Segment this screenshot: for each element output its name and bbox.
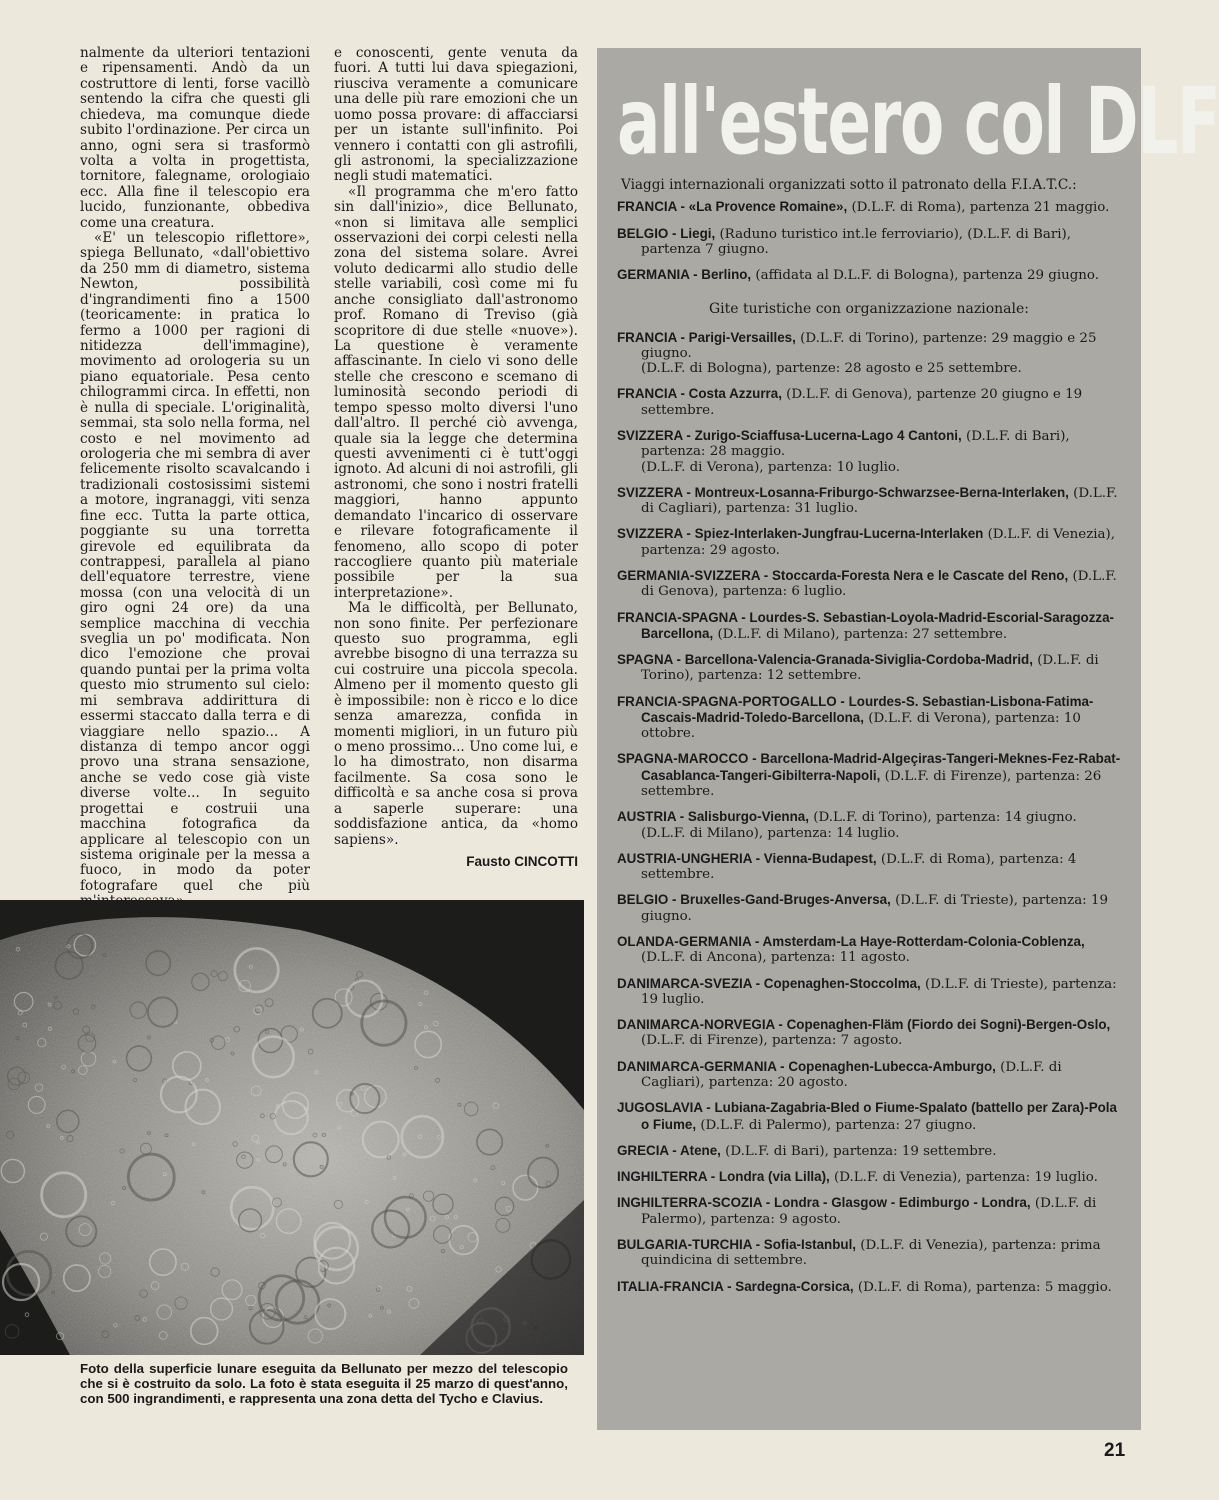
- trip-details: (D.L.F. di Venezia), partenza: 29 agosto.: [641, 527, 1116, 558]
- trip-details: (D.L.F. di Firenze), partenza: 26 settembre.: [641, 768, 1102, 800]
- trip-destination: GRECIA - Atene,: [617, 1142, 721, 1158]
- trip-entry: [617, 199, 1121, 215]
- trip-details: (D.L.F. di Roma), partenza: 4 settembre.: [641, 851, 1077, 883]
- trip-details: (D.L.F. di Trieste), partenza: 19 giugno.: [641, 893, 1108, 924]
- trip-destination: GERMANIA - Berlino,: [617, 267, 752, 283]
- trip-destination: BULGARIA-TURCHIA - Sofia-Istanbul,: [617, 1236, 857, 1252]
- trip-details: (D.L.F. di Verona), partenza: 10 ottobre.: [641, 710, 1081, 742]
- trip-entry: [617, 694, 1121, 742]
- trip-entry: [617, 1279, 1121, 1295]
- sidebar-title: all'estero col DLF: [617, 68, 1219, 175]
- trip-destination: SVIZZERA - Montreux-Losanna-Friburgo-Schwarzsee-Berna-Interlaken,: [617, 484, 1069, 500]
- article-paragraph: nalmente da ulteriori tentazioni e ripensamenti. Andò da un costruttore di lenti, forse vacillò sentendo la cifra che questi gli chiedeva, ma comunque diede subito l'ordinazione. Per circa un anno, ogni sera si trasformò volta a volta in progettista, tornitore, falegname, orologiaio ecc. Alla fine il telescopio era lucido, funzionante, obbediva come una creatura.: [80, 45, 310, 231]
- photo-caption: Foto della superficie lunare eseguita da Bellunato per mezzo del telescopio che si è costruito da solo. La foto è stata eseguita il 25 marzo di quest'anno, con 500 ingrandimenti, e rappresenta una zona detta del Tycho e Clavius.: [80, 1361, 568, 1406]
- trip-details: (D.L.F. di Genova), partenza: 6 luglio.: [641, 568, 1117, 600]
- trip-destination: DANIMARCA-SVEZIA - Copenaghen-Stoccolma,: [617, 975, 921, 991]
- trip-entry: [617, 1237, 1121, 1269]
- trip-entry: [617, 485, 1121, 517]
- author-signature: Fausto CINCOTTI: [466, 853, 578, 869]
- trip-details: (Raduno turistico int.le ferroviario), (D.L.F. di Bari), partenza 7 giugno.: [641, 226, 1072, 258]
- trip-destination: JUGOSLAVIA - Lubiana-Zagabria-Bled o Fiume-Spalato (battello per Zara)-Pola o Fiume,: [617, 1100, 1117, 1132]
- trip-destination: SPAGNA-MAROCCO - Barcellona-Madrid-Algeçiras-Tangeri-Meknes-Fez-Rabat-Casablanca-Tangeri-Gibilterra-Napoli,: [617, 751, 1121, 783]
- trip-extra-departure: (D.L.F. di Milano), partenza: 14 luglio.: [641, 825, 900, 841]
- article-column-1: [80, 46, 310, 987]
- trip-entry: [617, 526, 1121, 558]
- trip-destination: BELGIO - Liegi,: [617, 225, 716, 241]
- trip-details: (D.L.F. di Venezia), partenza: 19 luglio.: [829, 1170, 1098, 1186]
- article-paragraph: «Il programma che m'ero fatto sin dall'inizio», dice Bellunato, «non si limitava alle semplici osservazioni dei corpi celesti nella zona del sistema solare. Avrei voluto dedicarmi allo studio delle stelle variabili, così come mi fu anche consigliato dall'astronomo prof. Romano di Treviso (già scopritore di due stelle «nuove»). La questione è veramente affascinante. In cielo vi sono delle stelle che crescono e scemano di luminosità secondo periodi di tempo spesso molto diversi l'uno dall'altro. Il perché ciò avvenga, quale sia la legge che determina questi avvenimenti ci è tutt'oggi ignoto. Ad alcuni di noi astrofili, gli astronomi, che sono i nostri fratelli maggiori, hanno appunto demandato l'incarico di osservare e rilevare fotograficamente il fenomeno, allo scopo di poter raccogliere quanto più materiale possibile per la sua interpretazione».: [334, 183, 578, 601]
- trip-destination: SVIZZERA - Spiez-Interlaken-Jungfrau-Lucerna-Interlaken: [617, 526, 984, 542]
- trip-entry: [617, 1195, 1121, 1227]
- trip-destination: SVIZZERA - Zurigo-Sciaffusa-Lucerna-Lago 4 Cantoni,: [617, 427, 962, 443]
- trip-destination: FRANCIA-SPAGNA-PORTOGALLO - Lourdes-S. Sebastian-Lisbona-Fatima-Cascais-Madrid-Toledo-Barcellona,: [617, 693, 1094, 725]
- trip-destination: AUSTRIA-UNGHERIA - Vienna-Budapest,: [617, 850, 877, 866]
- trip-entry: [617, 1017, 1121, 1049]
- article-column-2: [334, 46, 578, 869]
- trip-destination: FRANCIA - «La Provence Romaine»,: [617, 199, 848, 215]
- trip-entry: [617, 428, 1121, 475]
- trip-entry: [617, 386, 1121, 418]
- trip-entry: [617, 1143, 1121, 1159]
- trip-entry: [617, 652, 1121, 684]
- trip-extra-departure: (D.L.F. di Bologna), partenze: 28 agosto e 25 settembre.: [641, 361, 1022, 377]
- trip-entry: [617, 226, 1121, 258]
- trip-details: (D.L.F. di Bari), partenza: 19 settembre.: [720, 1143, 997, 1159]
- trip-destination: FRANCIA - Parigi-Versailles,: [617, 329, 796, 345]
- trip-entry: [617, 1169, 1121, 1185]
- trip-details: (D.L.F. di Palermo), partenza: 27 giugno.: [696, 1117, 977, 1133]
- trip-destination: GERMANIA-SVIZZERA - Stoccarda-Foresta Nera e le Cascate del Reno,: [617, 567, 1069, 583]
- trip-destination: OLANDA-GERMANIA - Amsterdam-La Haye-Rotterdam-Colonia-Coblenza,: [617, 934, 1085, 949]
- trip-details: (D.L.F. di Torino), partenze: 29 maggio e 25 giugno.: [641, 330, 1097, 361]
- moon-surface-photo: [0, 900, 584, 1355]
- trip-entry: [617, 568, 1121, 600]
- trip-entry: [617, 851, 1121, 883]
- trip-entry: [617, 1059, 1121, 1091]
- trip-details: (D.L.F. di Genova), partenze 20 giugno e 19 settembre.: [641, 387, 1083, 418]
- travel-sidebar: [597, 48, 1219, 1430]
- trip-entry: [617, 976, 1121, 1008]
- trip-details: (D.L.F. di Torino), partenza: 12 settembre.: [641, 653, 1099, 684]
- trip-destination: DANIMARCA-GERMANIA - Copenaghen-Lubecca-Amburgo,: [617, 1058, 996, 1074]
- trip-details: (affidata al D.L.F. di Bologna), partenza 29 giugno.: [751, 268, 1100, 284]
- trip-details: (D.L.F. di Ancona), partenza: 11 agosto.: [641, 950, 910, 966]
- article-paragraph: «E' un telescopio riflettore», spiega Bellunato, «dall'obiettivo da 250 mm di diametro, sistema Newton, possibilità d'ingrandimenti fino a 1500 (teoricamente: in pratica lo fermo a 1000 per ragioni di nitidezza dell'immagine), movimento ad orologeria su un piano equatoriale. Pesa cento chilogrammi circa. In effetti, non è nulla di speciale. L'originalità, semmai, sta solo nella forma, nel costo e nel movimento ad orologeria che mi sembra di aver felicemente risolto scavalcando i tradizionali costosissimi sistemi a motore, ingranaggi, viti senza fine ecc. Tutta la parte ottica, poggiante su una torretta girevole ed equilibrata da contrappesi, parallela al piano dell'equatore terrestre, viene mossa (con una velocità di un giro ogni 24 ore) da una semplice macchina di vecchia sveglia un po' modificata. Non dico l'emozione che provai quando puntai per la prima volta questo mio strumento sul cielo: mi sembrava addirittura di essermi staccato dalla terra e di viaggiare nello spazio... A distanza di tempo ancor oggi provo una strana sensazione, anche se vedo cose già viste diverse volte... In seguito progettai e costruii una macchina fotografica da applicare al telescopio con un sistema originale per la messa a fuoco, in modo da poter fotografare quel che più: [80, 230, 310, 894]
- trip-details: (D.L.F. di Cagliari), partenza: 31 luglio.: [641, 485, 1118, 517]
- trip-entry: [617, 934, 1121, 966]
- trip-entry: [617, 1100, 1121, 1133]
- sidebar-body: [617, 178, 1121, 1305]
- trip-destination: AUSTRIA - Salisburgo-Vienna,: [617, 809, 809, 825]
- article-paragraph: Ma le difficoltà, per Bellunato, non sono finite. Per perfezionare questo suo programma, egli avrebbe bisogno di una terrazza su cui costruire una piccola specola. Almeno per il momento questo gli è impossibile: non è ricco e lo dice senza amarezza, confida in momenti migliori, in un futuro più o meno prossimo... Uno come lui, e lo ha dimostrato, non disarma facilmente. Sa cosa sono le difficoltà e sa anche cosa si prova a saperle superare: una soddisfazione antica, da «homo sapiens».: [334, 600, 578, 848]
- trip-entry: [617, 892, 1121, 924]
- trip-entry: [617, 330, 1121, 377]
- trip-details: (D.L.F. di Firenze), partenza: 7 agosto.: [641, 1033, 903, 1049]
- trip-destination: ITALIA-FRANCIA - Sardegna-Corsica,: [617, 1278, 854, 1294]
- national-trips: [617, 330, 1121, 1295]
- trip-details: (D.L.F. di Roma), partenza: 5 maggio.: [853, 1279, 1112, 1295]
- moon-photo-image: [0, 900, 584, 1355]
- trip-destination: DANIMARCA-NORVEGIA - Copenaghen-Fläm (Fiordo dei Sogni)-Bergen-Oslo,: [617, 1017, 1111, 1033]
- trip-details: (D.L.F. di Milano), partenza: 27 settembre.: [713, 626, 1008, 642]
- page-number: 21: [1104, 1440, 1126, 1461]
- trip-details: (D.L.F. di Bari), partenza: 28 maggio.: [641, 428, 1070, 460]
- trip-details: (D.L.F. di Venezia), partenza: prima quindicina di settembre.: [641, 1237, 1101, 1269]
- trip-details: (D.L.F. di Cagliari), partenza: 20 agosto.: [641, 1059, 1062, 1090]
- trip-destination: SPAGNA - Barcellona-Valencia-Granada-Siviglia-Cordoba-Madrid,: [617, 652, 1033, 668]
- trip-details: (D.L.F. di Roma), partenza 21 maggio.: [847, 200, 1110, 216]
- trip-entry: [617, 751, 1121, 799]
- trip-destination: INGHILTERRA - Londra (via Lilla),: [617, 1169, 830, 1185]
- trip-entry: [617, 610, 1121, 643]
- trip-extra-departure: (D.L.F. di Verona), partenza: 10 luglio.: [641, 459, 901, 475]
- sidebar-intro: Viaggi internazionali organizzati sotto il patronato della F.I.A.T.C.:: [621, 177, 1077, 193]
- international-trips: [617, 199, 1121, 283]
- national-section-heading: Gite turistiche con organizzazione nazionale:: [709, 300, 1029, 317]
- trip-details: (D.L.F. di Palermo), partenza: 9 agosto.: [641, 1196, 1097, 1227]
- trip-destination: FRANCIA-SPAGNA - Lourdes-S. Sebastian-Loyola-Madrid-Escorial-Saragozza-Barcellona,: [617, 609, 1115, 641]
- trip-destination: INGHILTERRA-SCOZIA - Londra - Glasgow - Edimburgo - Londra,: [617, 1195, 1031, 1211]
- trip-details: (D.L.F. di Trieste), partenza: 19 luglio.: [641, 976, 1117, 1007]
- trip-destination: FRANCIA - Costa Azzurra,: [617, 386, 782, 402]
- trip-details: (D.L.F. di Torino), partenza: 14 giugno.: [808, 810, 1077, 826]
- article-paragraph: e conoscenti, gente venuta da fuori. A tutti lui dava spiegazioni, riusciva veramente a comunicare una delle più rare emozioni che un uomo possa provare: di affacciarsi per un istante sull'infinito. Poi vennero i contatti con gli astrofili, gli astronomi, la specializzazione negli studi matematici.: [334, 45, 578, 185]
- trip-destination: BELGIO - Bruxelles-Gand-Bruges-Anversa,: [617, 892, 891, 908]
- trip-entry: [617, 809, 1121, 841]
- trip-entry: [617, 267, 1121, 283]
